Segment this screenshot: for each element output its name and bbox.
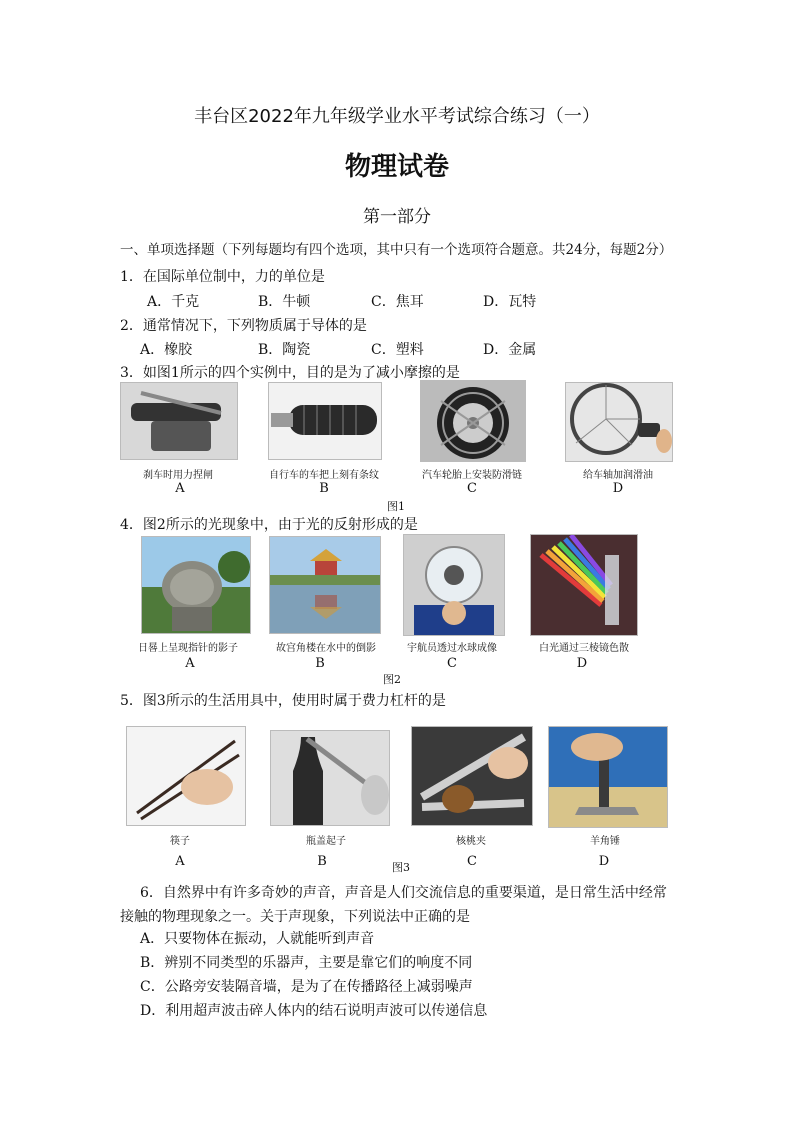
q1-option-b: B．牛顿 — [258, 294, 311, 310]
q4-letter-a: A — [185, 656, 195, 671]
nutcracker-photo — [411, 726, 533, 826]
q3-letter-b: B — [319, 481, 329, 496]
q5-letter-b: B — [317, 854, 327, 869]
q6-option-c: C．公路旁安装隔音墙，是为了在传播路径上减弱噪声 — [140, 979, 473, 995]
q3-caption-b: 自行车的车把上刻有条纹 — [269, 470, 379, 481]
sundial-photo — [141, 536, 251, 634]
q5-caption-d: 羊角锤 — [590, 836, 620, 847]
astronaut-waterball-photo — [403, 534, 505, 636]
q3-letter-d: D — [612, 481, 624, 496]
q5-caption-a: 筷子 — [170, 836, 190, 847]
figure-3-label: 图3 — [392, 861, 410, 874]
q2-option-c: C．塑料 — [371, 342, 424, 358]
q3-caption-c: 汽车轮胎上安装防滑链 — [422, 470, 522, 481]
q5-letter-d: D — [598, 854, 610, 869]
section-heading: 一、单项选择题（下列每题均有四个选项，其中只有一个选项符合题意。共24分，每题2分） — [120, 242, 673, 258]
q6-option-b: B．辨别不同类型的乐器声，主要是靠它们的响度不同 — [140, 955, 473, 971]
q4-caption-d: 白光通过三棱镜色散 — [539, 643, 629, 654]
q5-letter-a: A — [175, 854, 185, 869]
q4-letter-c: C — [447, 656, 457, 671]
figure-2-label: 图2 — [383, 673, 401, 686]
q3-letter-a: A — [175, 481, 185, 496]
subject-title: 物理试卷 — [344, 152, 449, 182]
q6-option-d: D．利用超声波击碎人体内的结石说明声波可以传递信息 — [140, 1003, 488, 1019]
q4-stem: 4．图2所示的光现象中，由于光的反射形成的是 — [120, 517, 418, 533]
q6-stem-line1: 6．自然界中有许多奇妙的声音，声音是人们交流信息的重要渠道，是日常生活中经常 — [140, 885, 667, 901]
part-title: 第一部分 — [363, 207, 431, 227]
chopsticks-photo — [126, 726, 246, 826]
bottle-opener-photo — [270, 730, 390, 826]
q5-caption-b: 瓶盖起子 — [306, 836, 346, 847]
q4-caption-a: 日晷上呈现指针的影子 — [138, 643, 238, 654]
q1-option-a: A．千克 — [147, 294, 200, 310]
q6-option-a: A．只要物体在振动，人就能听到声音 — [140, 931, 375, 947]
q2-stem: 2．通常情况下，下列物质属于导体的是 — [120, 318, 367, 334]
q6-stem-line2: 接触的物理现象之一。关于声现象，下列说法中正确的是 — [120, 909, 470, 925]
bike-brake-photo — [120, 382, 238, 460]
bike-handlebar-photo — [268, 382, 382, 460]
q3-caption-d: 给车轴加润滑油 — [583, 470, 653, 481]
q2-option-b: B．陶瓷 — [258, 342, 311, 358]
q3-caption-a: 刹车时用力捏闸 — [143, 470, 213, 481]
tire-chain-photo — [420, 380, 526, 462]
q3-stem: 3．如图1所示的四个实例中，目的是为了减小摩擦的是 — [120, 365, 460, 381]
q4-letter-b: B — [315, 656, 325, 671]
q1-option-c: C．焦耳 — [371, 294, 424, 310]
q5-stem: 5．图3所示的生活用具中，使用时属于费力杠杆的是 — [120, 693, 446, 709]
q5-caption-c: 核桃夹 — [456, 836, 486, 847]
q5-letter-c: C — [467, 854, 477, 869]
q4-caption-b: 故宫角楼在水中的倒影 — [276, 643, 376, 654]
q2-option-a: A．橡胶 — [140, 342, 193, 358]
axle-oil-photo — [565, 382, 673, 462]
exam-title: 丰台区2022年九年级学业水平考试综合练习（一） — [194, 106, 600, 127]
q2-option-d: D．金属 — [483, 342, 537, 358]
palace-reflection-photo — [269, 536, 381, 634]
q4-letter-d: D — [576, 656, 588, 671]
q3-letter-c: C — [467, 481, 477, 496]
q1-stem: 1．在国际单位制中，力的单位是 — [120, 269, 325, 285]
figure-1-label: 图1 — [387, 500, 405, 513]
q1-option-d: D．瓦特 — [483, 294, 537, 310]
prism-dispersion-photo — [530, 534, 638, 636]
q4-caption-c: 宇航员透过水球成像 — [407, 643, 497, 654]
claw-hammer-photo — [548, 726, 668, 828]
